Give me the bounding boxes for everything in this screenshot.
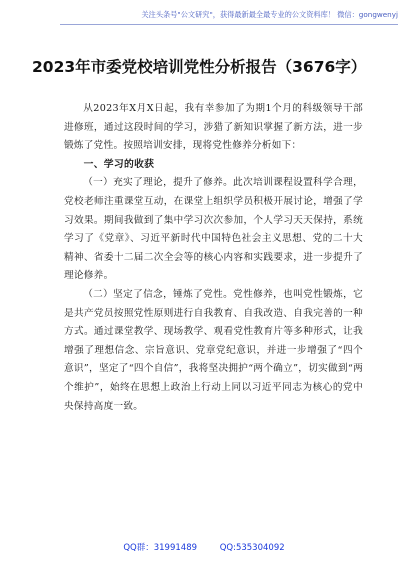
header-note: 关注头条号"公文研究"，获得最新最全最专业的公文资料库！ 微信：gongwenyj <box>141 10 398 19</box>
header-divider <box>60 24 398 25</box>
footer-qq-group: QQ群：31991489 <box>123 543 198 553</box>
body-paragraph: （一）充实了理论，提升了修养。此次培训课程设置科学合理，党校老师注重课堂互动，在课堂上组织学员积极开展讨论，增强了学习效果。期间我做到了集中学习次次参加，个人学习天天保持，系统学习了《党章》、习近平新时代中国特色社会主义思想、党的二十大精神、省委十二届二次全会等的核心内容和实践要求，进一步提升了理论修养。 <box>64 177 363 282</box>
intro-paragraph: 从2023年X月X日起，我有幸参加了为期1个月的科级领导干部进修班，通过这段时间的学习，涉猎了新知识掌握了新方法，进一步锻炼了党性。按照培训安排，现将党性修养分析如下： <box>64 103 363 152</box>
footer-contact <box>0 541 408 553</box>
footer-qq-number: QQ:535304092 <box>219 543 285 553</box>
document-title: 2023年市委党校培训党性分析报告（3676字） <box>32 58 367 76</box>
body-paragraph: （二）坚定了信念，锤炼了党性。党性修养，也叫党性锻炼，它是共产党员按照党性原则进行自我教育、自我改造、自我完善的一种方式。通过课堂教学、现场教学、观看党性教育片等多种形式，让我增强了理想信念、宗旨意识、党章党纪意识，并进一步增强了“四个意识”，坚定了“四个自信”，我将坚决拥护“两个确立”，切实做到“两个维护”，始终在思想上政治上行动上同以习近平同志为核心的党中央保持高度一致。 <box>64 288 363 412</box>
section-heading: 一、学习的收获 <box>83 158 155 170</box>
document-body <box>64 100 363 416</box>
